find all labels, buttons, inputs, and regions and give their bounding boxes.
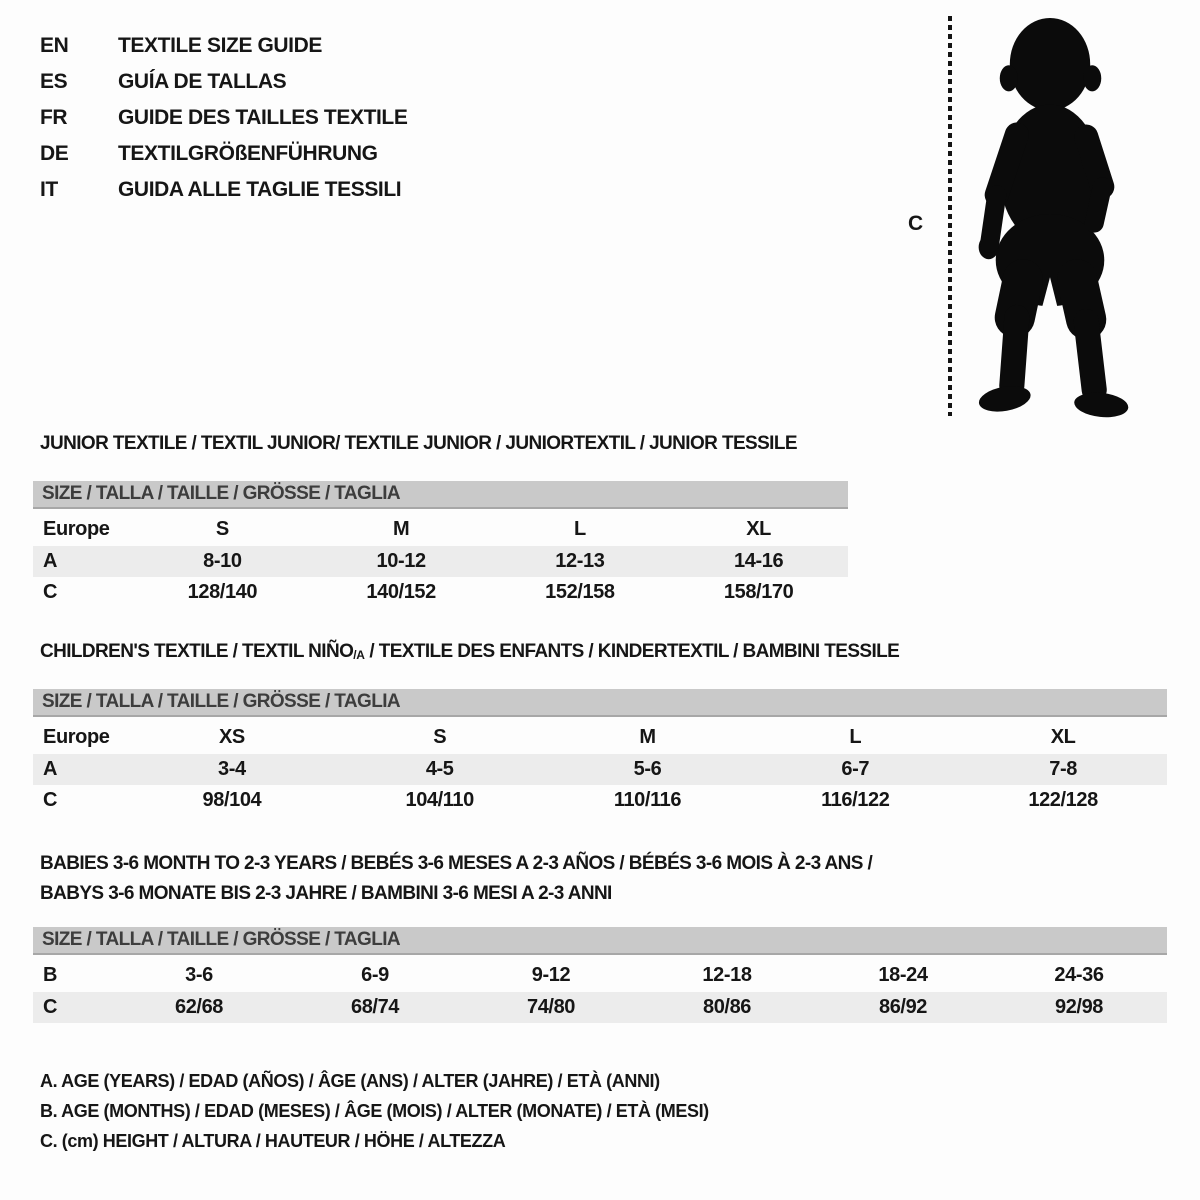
row-label: C: [43, 996, 58, 1018]
babies-section-title: [40, 849, 872, 909]
months-value: 6-9: [361, 963, 389, 986]
measurement-legend: [40, 1066, 709, 1156]
height-value: 158/170: [723, 581, 794, 603]
babies-months-row: [33, 958, 1167, 992]
language-code: FR: [40, 106, 68, 129]
children-title-sub: /A: [353, 648, 365, 662]
language-row-it: [40, 172, 407, 208]
age-value: 12-13: [555, 550, 605, 572]
legend-line-a: A. AGE (YEARS) / EDAD (AÑOS) / ÂGE (ANS) / ALTER (JAHRE) / ETÀ (ANNI): [40, 1071, 660, 1091]
babies-title-line1: BABIES 3-6 MONTH TO 2-3 YEARS / BEBÉS 3-6 MESES A 2-3 AÑOS / BÉBÉS 3-6 MOIS À 2-3 ANS /: [40, 853, 873, 874]
size-column-header: M: [639, 725, 656, 748]
months-value: 18-24: [878, 963, 928, 986]
guide-title-de: TEXTILGRÖßENFÜHRUNG: [118, 142, 378, 165]
language-code: EN: [40, 34, 69, 57]
children-size-table: [33, 689, 1167, 816]
toddler-silhouette-icon: [964, 16, 1136, 418]
size-column-header: XL: [1050, 725, 1076, 748]
children-age-row: [33, 754, 1167, 785]
age-value: 6-7: [841, 758, 870, 780]
height-value: 116/122: [821, 789, 890, 811]
age-value: 8-10: [203, 550, 242, 572]
age-value: 5-6: [633, 758, 662, 780]
size-header-bar: SIZE / TALLA / TAILLE / GRÖSSE / TAGLIA: [33, 481, 848, 509]
height-value: 92/98: [1054, 996, 1104, 1018]
language-row-fr: [40, 100, 407, 136]
size-column-header: XL: [746, 517, 771, 540]
row-label: A: [43, 550, 58, 572]
babies-size-table: [33, 927, 1167, 1023]
guide-title-it: GUIDA ALLE TAGLIE TESSILI: [118, 178, 402, 201]
junior-height-row: [33, 577, 848, 608]
region-label: Europe: [43, 517, 110, 540]
height-value: 98/104: [202, 789, 262, 811]
junior-section-title: JUNIOR TEXTILE / TEXTIL JUNIOR/ TEXTILE JUNIOR / JUNIORTEXTIL / JUNIOR TESSILE: [40, 433, 797, 454]
language-row-es: [40, 64, 407, 100]
size-column-header: XS: [218, 725, 245, 748]
guide-title-es: GUÍA DE TALLAS: [118, 70, 287, 93]
size-column-header: S: [215, 517, 229, 540]
babies-height-row: [33, 992, 1167, 1023]
children-columns-row: [33, 720, 1167, 754]
size-column-header: L: [849, 725, 862, 748]
children-table: [33, 720, 1167, 816]
height-value: 86/92: [878, 996, 928, 1018]
babies-table: [33, 958, 1167, 1023]
height-value: 104/110: [405, 789, 474, 811]
months-value: 3-6: [185, 963, 213, 986]
age-value: 7-8: [1049, 758, 1077, 780]
children-title-suffix: / TEXTILE DES ENFANTS / KINDERTEXTIL / BAMBINI TESSILE: [364, 641, 900, 662]
row-label: A: [43, 758, 58, 780]
height-value: 74/80: [526, 996, 576, 1018]
age-value: 10-12: [376, 550, 426, 572]
junior-table: [33, 512, 848, 608]
junior-size-table: [33, 481, 848, 608]
guide-title-en: TEXTILE SIZE GUIDE: [118, 34, 322, 57]
language-code: ES: [40, 70, 68, 93]
height-value: 152/158: [545, 581, 615, 603]
row-label: C: [43, 581, 58, 603]
babies-title-line2: BABYS 3-6 MONATE BIS 2-3 JAHRE / BAMBINI 3-6 MESI A 2-3 ANNI: [40, 883, 612, 904]
language-code: IT: [40, 178, 58, 201]
height-value: 62/68: [174, 996, 224, 1018]
height-measure-dashed-line: [948, 16, 952, 416]
row-label: C: [43, 789, 58, 811]
age-value: 3-4: [218, 758, 246, 780]
size-header-bar: SIZE / TALLA / TAILLE / GRÖSSE / TAGLIA: [33, 689, 1167, 717]
age-value: 14-16: [734, 550, 784, 572]
height-value: 68/74: [350, 996, 400, 1018]
junior-age-row: [33, 546, 848, 577]
language-code: DE: [40, 142, 69, 165]
legend-line-b: B. AGE (MONTHS) / EDAD (MESES) / ÂGE (MOIS) / ALTER (MONATE) / ETÀ (MESI): [40, 1101, 709, 1121]
months-value: 12-18: [702, 963, 752, 986]
size-column-header: S: [433, 725, 447, 748]
region-label: Europe: [43, 725, 110, 748]
height-value: 140/152: [366, 581, 436, 603]
size-header-bar: SIZE / TALLA / TAILLE / GRÖSSE / TAGLIA: [33, 927, 1167, 955]
language-row-en: [40, 28, 407, 64]
language-title-list: [40, 28, 407, 208]
children-title-prefix: CHILDREN'S TEXTILE / TEXTIL NIÑO: [40, 641, 354, 662]
junior-columns-row: [33, 512, 848, 546]
legend-line-c: C. (cm) HEIGHT / ALTURA / HAUTEUR / HÖHE / ALTEZZA: [40, 1131, 506, 1151]
size-column-header: M: [392, 517, 410, 540]
children-height-row: [33, 785, 1167, 816]
language-row-de: [40, 136, 407, 172]
age-value: 4-5: [425, 758, 454, 780]
children-section-title: [40, 641, 899, 663]
height-value: 110/116: [613, 789, 682, 811]
height-value: 80/86: [702, 996, 752, 1018]
guide-title-fr: GUIDE DES TAILLES TEXTILE: [118, 106, 408, 129]
row-label: B: [43, 963, 58, 986]
height-measure-label: C: [908, 212, 924, 235]
height-value: 128/140: [187, 581, 258, 603]
height-value: 122/128: [1028, 789, 1098, 811]
months-value: 9-12: [531, 963, 571, 986]
size-column-header: L: [573, 517, 586, 540]
months-value: 24-36: [1054, 963, 1104, 986]
